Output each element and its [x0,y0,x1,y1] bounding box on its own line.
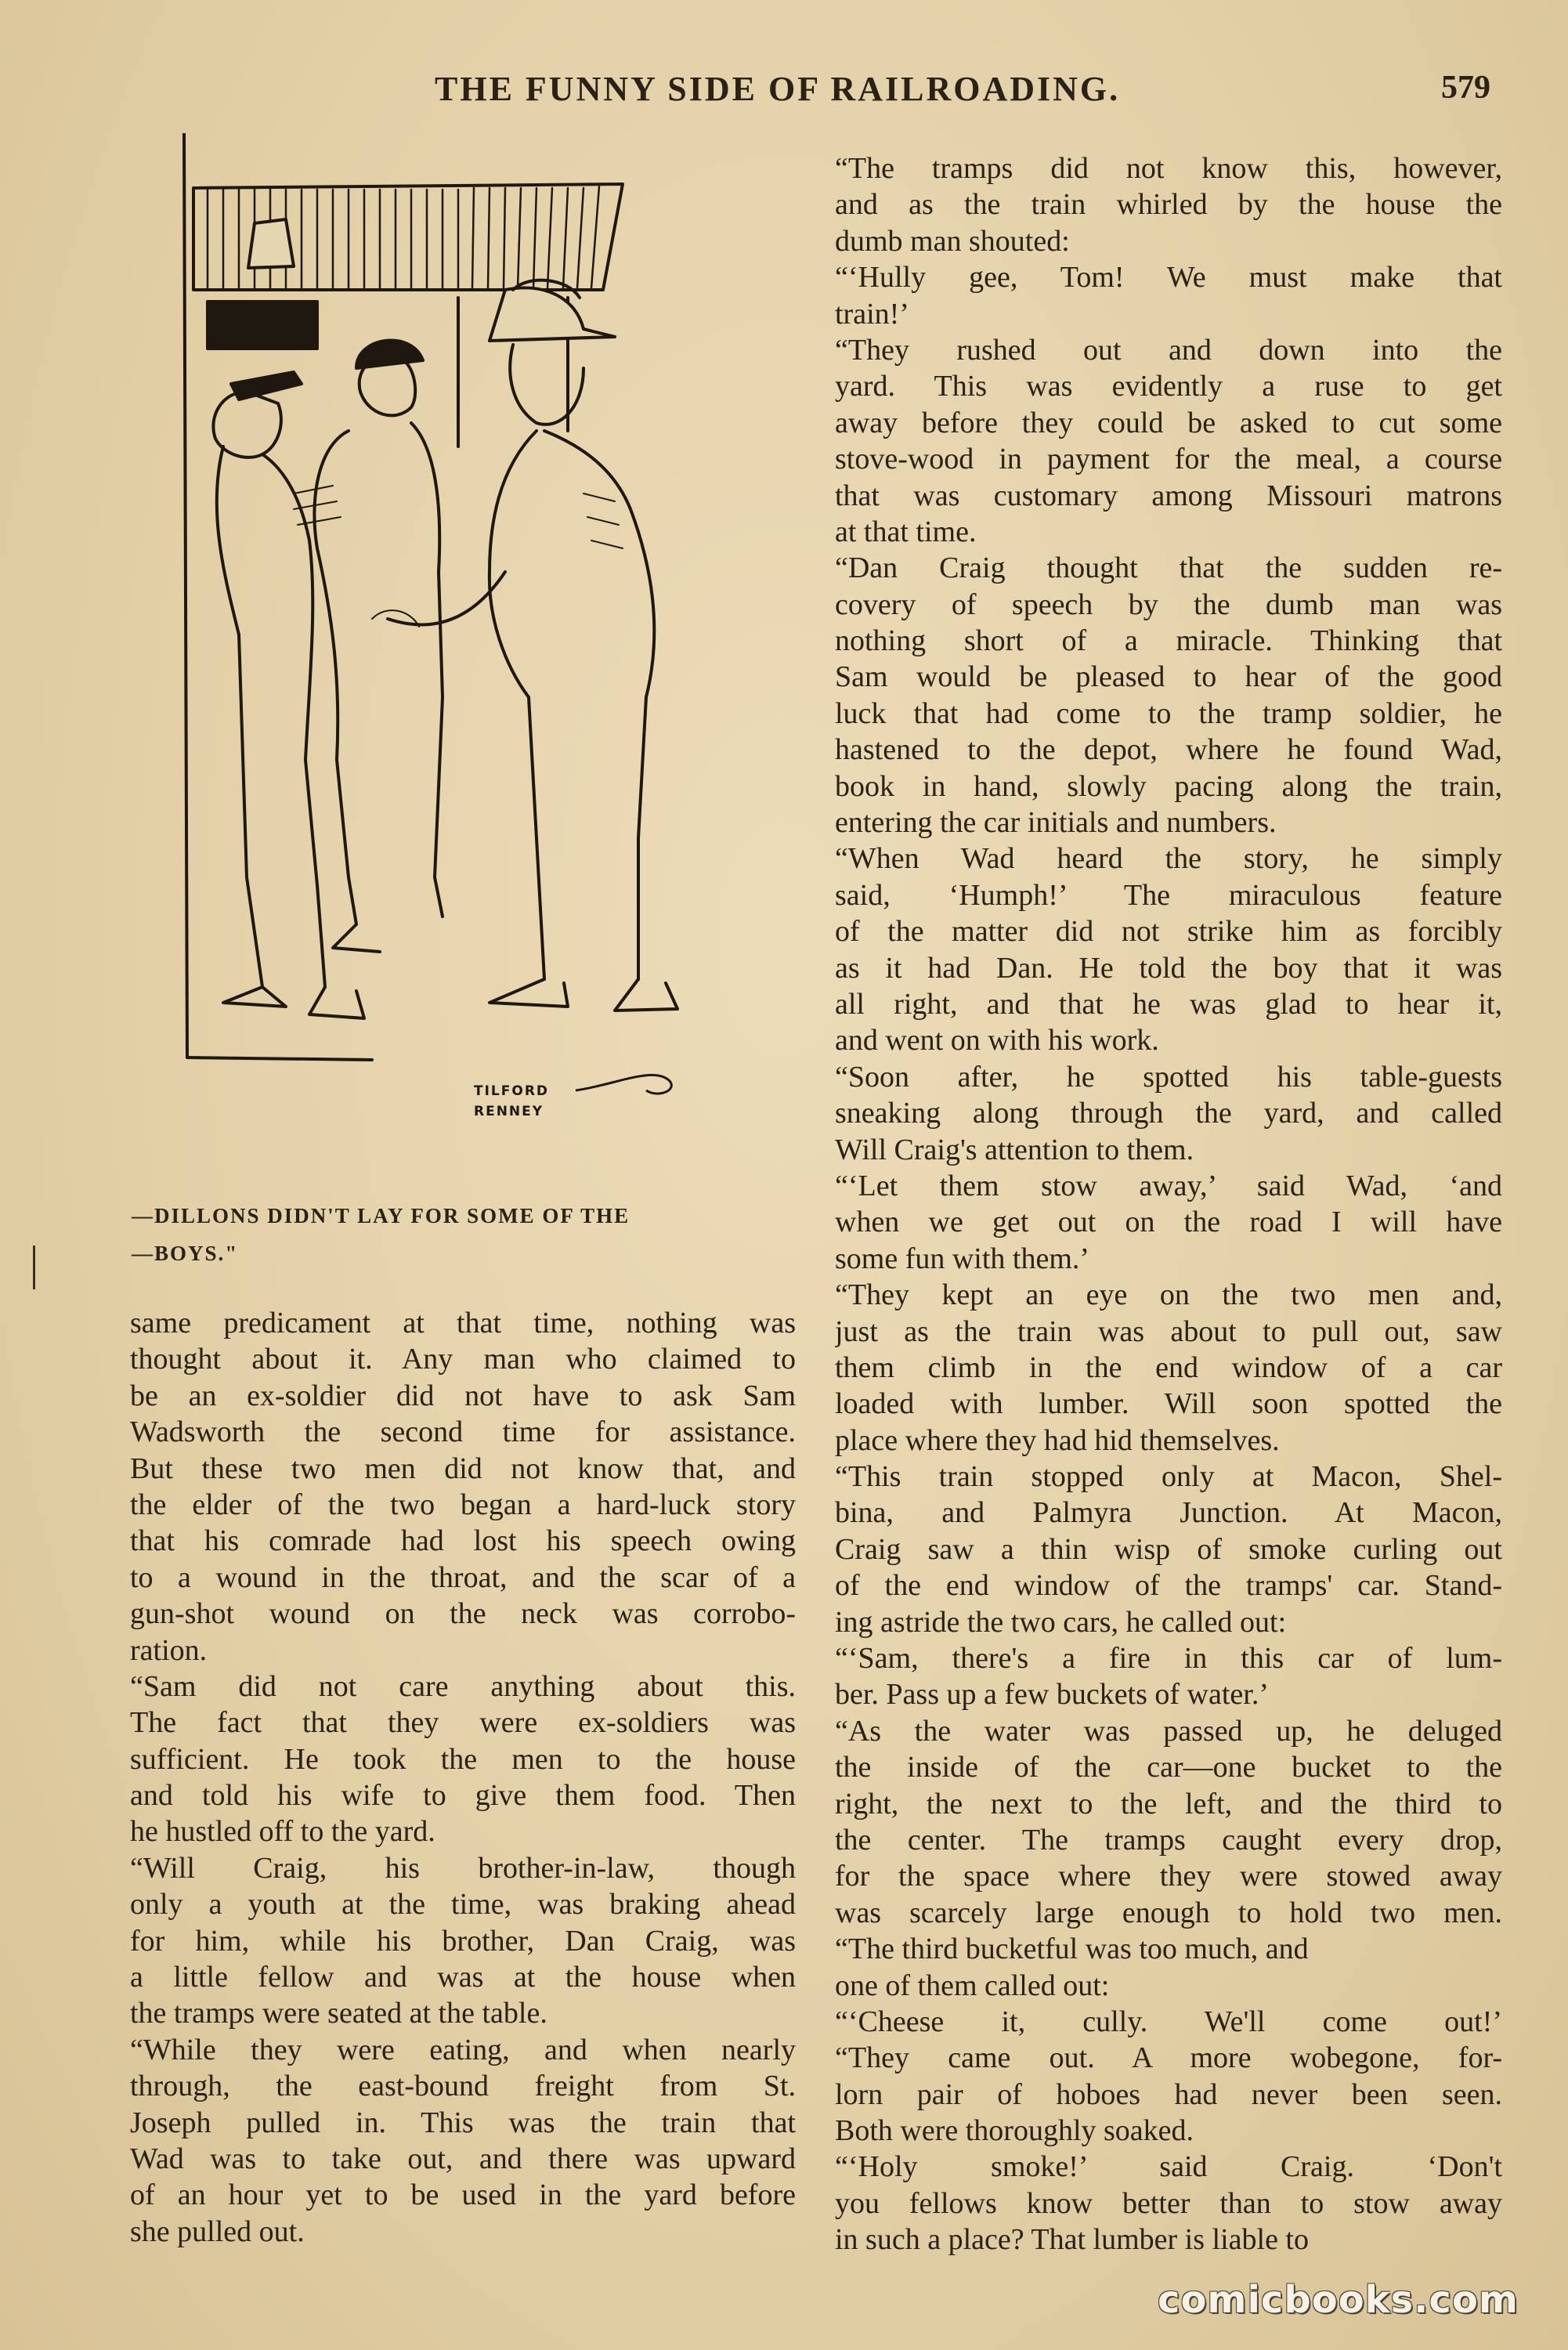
text-line: stove-wood in payment for the meal, a course [835,443,1502,476]
svg-text:RENNEY: RENNEY [474,1104,544,1119]
text-line: place where they had hid themselves. [835,1423,1280,1457]
text-line: all right, and that he was glad to hear it, [835,987,1502,1021]
text-line: of the end window of the tramps' car. Stand- [835,1569,1502,1603]
text-line: away before they could be asked to cut some [835,406,1502,439]
text-line: “The tramps did not know this, however, [835,152,1502,185]
text-line: them climb in the end window of a car [835,1350,1502,1384]
text-line: through, the east-bound freight from St. [130,2070,796,2103]
text-line: “Sam did not care anything about this. [130,1669,796,1703]
watermark: comicbooks.com [1158,2278,1519,2322]
text-line: sufficient. He took the men to the house [130,1742,796,1776]
text-line: “They rushed out and down into the [835,333,1502,367]
text-line: “The third bucketful was too much, and [835,1932,1309,1966]
margin-mark [33,1246,35,1289]
text-line: as it had Dan. He told the boy that it was [835,951,1502,985]
text-line: Both were thoroughly soaked. [835,2114,1194,2148]
text-line: that was customary among Missouri matrons [835,479,1502,512]
text-line: when we get out on the road I will have [835,1206,1502,1239]
text-line: only a youth at the time, was braking ahead [130,1888,796,1922]
text-line: entering the car initials and numbers. [835,806,1277,840]
text-line: Craig saw a thin wisp of smoke curling out [835,1532,1502,1566]
text-line: “They kept an eye on the two men and, [835,1278,1502,1312]
left-column-text [130,1305,796,2250]
text-line: “While they were eating, and when nearly [130,2033,796,2066]
text-line: for the space where they were stowed away [835,1860,1502,1893]
text-line: he hustled off to the yard. [130,1815,435,1849]
text-line: covery of speech by the dumb man was [835,588,1502,621]
text-line: one of them called out: [835,1969,1110,2002]
text-line: sneaking along through the yard, and called [835,1097,1502,1130]
text-line: “They came out. A more wobegone, for- [835,2041,1502,2075]
text-line: that his comrade had lost his speech owing [130,1524,796,1558]
text-line: But these two men did not know that, and [130,1452,796,1485]
text-line: Joseph pulled in. This was the train that [130,2106,796,2139]
text-line: “‘Sam, there's a fire in this car of lum- [835,1642,1502,1676]
right-column-text [835,150,1502,2258]
text-line: train!’ [835,297,909,331]
text-line: of an hour yet to be used in the yard before [130,2178,796,2212]
text-line: ing astride the two cars, he called out: [835,1605,1287,1639]
text-line: “‘Let them stow away,’ said Wad, ‘and [835,1169,1502,1202]
text-line: “‘Holy smoke!’ said Craig. ‘Don't [835,2150,1502,2184]
illustration-caption [132,1197,758,1272]
text-line: Sam would be pleased to hear of the good [835,660,1502,694]
text-line: and as the train whirled by the house the [835,188,1502,222]
text-line: the tramps were seated at the table. [130,1997,547,2030]
text-line: in such a place? That lumber is liable to [835,2223,1309,2257]
text-line: the elder of the two began a hard-luck story [130,1488,796,1521]
text-line: be an ex-soldier did not have to ask Sam [130,1379,796,1412]
text-line: “‘Cheese it, cully. We'll come out!’ [835,2005,1502,2038]
text-line: and told his wife to give them food. Then [130,1779,796,1813]
text-line: the inside of the car—one bucket to the [835,1751,1502,1784]
text-line: nothing short of a miracle. Thinking that [835,624,1502,658]
text-line: at that time. [835,515,977,548]
text-line: “Dan Craig thought that the sudden re- [835,551,1502,585]
text-line: was scarcely large enough to hold two men. [835,1896,1502,1929]
text-line: loaded with lumber. Will soon spotted the [835,1387,1502,1421]
text-line: of the matter did not strike him as forcibly [835,915,1502,949]
text-line: said, ‘Humph!’ The miraculous feature [835,878,1502,912]
caption-line: —BOYS." [132,1242,239,1265]
text-line: Will Craig's attention to them. [835,1133,1194,1166]
text-line: just as the train was about to pull out, saw [835,1314,1502,1348]
running-title: THE FUNNY SIDE OF RAILROADING. [435,70,1121,108]
page-number: 579 [1441,70,1490,106]
text-line: same predicament at that time, nothing was [130,1307,796,1340]
text-line: for him, while his brother, Dan Craig, was [130,1924,796,1958]
text-line: “This train stopped only at Macon, Shel- [835,1460,1502,1494]
text-line: “As the water was passed up, he deluged [835,1714,1502,1748]
text-line: ration. [130,1633,208,1667]
text-line: right, the next to the left, and the third to [835,1787,1502,1820]
text-line: bina, and Palmyra Junction. At Macon, [835,1496,1502,1530]
text-line: “When Wad heard the story, he simply [835,842,1502,876]
text-line: to a wound in the throat, and the scar of a [130,1560,796,1594]
tramps-illustration [176,133,760,1183]
text-line: The fact that they were ex-soldiers was [130,1706,796,1740]
svg-text:TILFORD: TILFORD [474,1083,550,1099]
text-line: yard. This was evidently a ruse to get [835,370,1502,403]
text-line: “‘Hully gee, Tom! We must make that [835,261,1502,295]
text-line: she pulled out. [130,2214,305,2248]
text-line: “Will Craig, his brother-in-law, though [130,1851,796,1885]
text-line: Wad was to take out, and there was upward [130,2142,796,2175]
text-line: you fellows know better than to stow away [835,2186,1502,2220]
page-header [0,69,1568,116]
text-line: dumb man shouted: [835,224,1070,258]
text-line: lorn pair of hoboes had never been seen. [835,2077,1502,2111]
text-line: gun-shot wound on the neck was corrobo- [130,1597,796,1631]
text-line: “Soon after, he spotted his table-guests [835,1060,1502,1094]
text-line: thought about it. Any man who claimed to [130,1343,796,1376]
caption-line: —DILLONS DIDN'T LAY FOR SOME OF THE [132,1204,630,1227]
text-line: some fun with them.’ [835,1242,1090,1275]
text-line: the center. The tramps caught every drop, [835,1823,1502,1856]
text-line: and went on with his work. [835,1024,1159,1058]
text-line: hastened to the depot, where he found Wad, [835,733,1502,767]
text-line: ber. Pass up a few buckets of water.’ [835,1678,1270,1712]
text-line: luck that had come to the tramp soldier, he [835,696,1502,730]
text-line: Wadsworth the second time for assistance. [130,1415,796,1449]
text-line: a little fellow and was at the house when [130,1961,796,1994]
text-line: book in hand, slowly pacing along the train, [835,769,1502,803]
